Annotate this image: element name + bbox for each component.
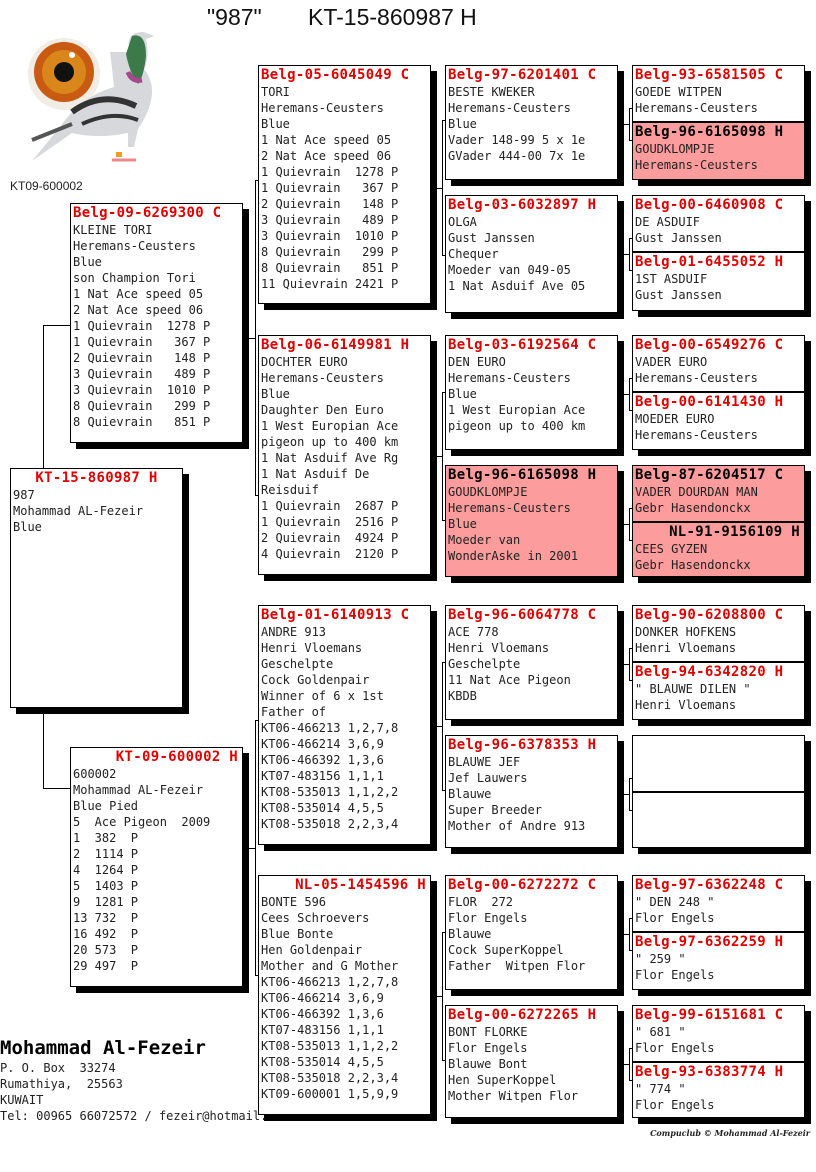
pedigree-card-ddd[interactable] — [445, 1005, 618, 1118]
card-info-line: BONTE 596 — [261, 895, 327, 909]
connector-line — [629, 238, 630, 270]
pedigree-card-dsdd[interactable] — [632, 792, 805, 848]
card-info-line: 8 Quievrain 299 P — [73, 399, 211, 413]
card-info-line: 1 Quievrain 1278 P — [73, 319, 211, 333]
ring-number: Belg-03-6032897 H — [448, 197, 597, 213]
owner-address-line: Rumathiya, 25563 — [0, 1077, 123, 1091]
ring-number: Belg-90-6208800 C — [635, 607, 784, 623]
card-info-line: Blue — [13, 520, 42, 534]
ring-number: Belg-96-6378353 H — [448, 737, 597, 753]
card-info-line: KT08-535013 1,1,2,2 — [261, 1039, 399, 1053]
card-info-line: Henri Vloemans — [448, 641, 550, 655]
card-info-line: Moeder van — [448, 533, 521, 547]
card-info-line: 8 Quievrain 851 P — [261, 261, 399, 275]
card-info-line: " 681 " — [635, 1025, 686, 1039]
card-info-line: 1 Nat Ace speed 05 — [261, 133, 392, 147]
card-info-line: DONKER HOFKENS — [635, 625, 737, 639]
card-info-line: KT07-483156 1,1,1 — [261, 1023, 384, 1037]
card-info-line: Gebr Hasendonckx — [635, 501, 751, 515]
pedigree-card-dd[interactable] — [258, 875, 431, 1115]
card-info-line: Hen Goldenpair — [261, 943, 363, 957]
card-info-line: Henri Vloemans — [261, 641, 363, 655]
connector-line — [442, 932, 443, 1060]
ring-number: Belg-97-6362248 C — [635, 877, 784, 893]
connector-line — [43, 325, 70, 326]
connector-line — [629, 1048, 630, 1080]
card-info-line: 2 Quievrain 4924 P — [261, 531, 399, 545]
connector-line — [618, 524, 629, 525]
card-info-line: Moeder van 049-05 — [448, 263, 571, 277]
card-info-line: Blue — [448, 117, 477, 131]
pedigree-card-ddsd[interactable] — [632, 932, 805, 990]
card-info-line: KBDB — [448, 689, 477, 703]
pedigree-card-dssd[interactable] — [632, 662, 805, 720]
pedigree-card-sdsd[interactable] — [632, 392, 805, 450]
ring-number: Belg-96-6165098 H — [635, 124, 784, 140]
card-info-line: Jef Lauwers — [448, 771, 528, 785]
card-info-line: KT08-535014 4,5,5 — [261, 801, 384, 815]
pedigree-card-sire[interactable] — [70, 203, 243, 443]
owner-address-line: KUWAIT — [0, 1093, 44, 1107]
card-info-line: Blue Bonte — [261, 927, 334, 941]
card-info-line: GVader 444-00 7x 1e — [448, 149, 586, 163]
owner-address-line: P. O. Box 33274 — [0, 1061, 116, 1075]
card-info-line: 1 382 P — [73, 831, 139, 845]
pedigree-card-ddds[interactable] — [632, 1005, 805, 1062]
pedigree-card-sdd[interactable] — [445, 465, 618, 577]
card-info-line: Vader 148-99 5 x 1e — [448, 133, 586, 147]
card-info-line: pigeon up to 400 km — [261, 435, 399, 449]
card-info-line: 3 Quievrain 489 P — [261, 213, 399, 227]
card-info-line: MOEDER EURO — [635, 412, 715, 426]
card-info-line: Cock Goldenpair — [261, 673, 370, 687]
connector-line — [618, 664, 629, 665]
card-info-line: 11 Nat Ace Pigeon — [448, 673, 571, 687]
card-info-line: 1 Nat Asduif Ave 05 — [448, 279, 586, 293]
card-info-line: 1ST ASDUIF — [635, 272, 708, 286]
card-info-line: Blue — [448, 517, 477, 531]
ring-number: Belg-01-6140913 C — [261, 607, 410, 623]
ring-number: Belg-00-6272272 C — [448, 877, 597, 893]
card-info-line: KT06-466392 1,3,6 — [261, 753, 384, 767]
card-info-line: Mohammad AL-Fezeir — [73, 783, 204, 797]
card-info-line: KT06-466214 3,6,9 — [261, 737, 384, 751]
pedigree-card-sddd[interactable] — [632, 522, 805, 577]
card-info-line: BONT FLORKE — [448, 1025, 528, 1039]
card-info-line: 2 Nat Ace speed 06 — [261, 149, 392, 163]
photo-caption: KT09-600002 — [10, 179, 83, 193]
card-info-line: Blue — [448, 387, 477, 401]
card-info-line: Blauwe — [448, 927, 492, 941]
ring-number: Belg-97-6362259 H — [635, 934, 784, 950]
pigeon-photo — [12, 12, 172, 172]
card-info-line: 1 Quievrain 367 P — [261, 181, 399, 195]
card-info-line: GOUDKLOMPJE — [448, 485, 528, 499]
card-info-line: " 774 " — [635, 1082, 686, 1096]
card-info-line: DOCHTER EURO — [261, 355, 348, 369]
ring-number: Belg-09-6269300 C — [73, 205, 222, 221]
pedigree-card-subject[interactable] — [10, 468, 183, 708]
card-info-line: Mother Witpen Flor — [448, 1089, 579, 1103]
card-info-line: Heremans-Ceusters — [635, 158, 758, 172]
card-info-line: Blauwe Bont — [448, 1057, 528, 1071]
ring-number: Belg-93-6383774 H — [635, 1064, 784, 1080]
connector-line — [618, 934, 629, 935]
card-info-line: 1 Nat Ace speed 05 — [73, 287, 204, 301]
card-info-line: 1 Quievrain 367 P — [73, 335, 211, 349]
card-info-line: GOEDE WITPEN — [635, 85, 722, 99]
card-info-line: Heremans-Ceusters — [448, 101, 571, 115]
card-info-line: VADER EURO — [635, 355, 708, 369]
connector-line — [243, 338, 255, 339]
card-info-line: 3 Quievrain 489 P — [73, 367, 211, 381]
connector-line — [431, 188, 442, 189]
card-info-line: KT08-535018 2,2,3,4 — [261, 1071, 399, 1085]
card-info-line: KT06-466213 1,2,7,8 — [261, 721, 399, 735]
pedigree-card-dam[interactable] — [70, 747, 243, 987]
card-info-line: Heremans-Ceusters — [73, 239, 196, 253]
card-info-line: 2 1114 P — [73, 847, 139, 861]
ring-number: Belg-05-6045049 C — [261, 67, 410, 83]
card-info-line: Heremans-Ceusters — [635, 371, 758, 385]
card-info-line: FLOR 272 — [448, 895, 514, 909]
owner-contact-line: Tel: 00965 66072572 / fezeir@hotmail. — [0, 1109, 268, 1123]
card-info-line: Blue — [261, 387, 290, 401]
card-info-line: Gebr Hasendonckx — [635, 558, 751, 572]
card-info-line: Mother and G Mother — [261, 959, 399, 973]
card-info-line: Hen SuperKoppel — [448, 1073, 557, 1087]
card-info-line: Cock SuperKoppel — [448, 943, 564, 957]
card-info-line: " DEN 248 " — [635, 895, 715, 909]
card-info-line: 2 Quievrain 148 P — [73, 351, 211, 365]
card-info-line: " 259 " — [635, 952, 686, 966]
connector-line — [618, 254, 629, 255]
card-info-line: Heremans-Ceusters — [635, 428, 758, 442]
card-info-line: 1 West Europian Ace — [261, 419, 399, 433]
pedigree-card-sdss[interactable] — [632, 335, 805, 392]
connector-line — [618, 394, 629, 395]
card-info-line: 16 492 P — [73, 927, 139, 941]
card-info-line: WonderAske in 2001 — [448, 549, 579, 563]
card-info-line: Blauwe — [448, 787, 492, 801]
card-info-line: 5 1403 P — [73, 879, 139, 893]
pedigree-card-sds[interactable] — [445, 335, 618, 450]
card-info-line: " BLAUWE DILEN " — [635, 682, 751, 696]
card-info-line: 20 573 P — [73, 943, 139, 957]
card-info-line: 1 Quievrain 1278 P — [261, 165, 399, 179]
connector-line — [629, 918, 630, 950]
card-info-line: Gust Janssen — [635, 231, 722, 245]
pedigree-card-dds[interactable] — [445, 875, 618, 990]
pigeon-name-title: "987" — [207, 4, 262, 30]
card-info-line: BESTE KWEKER — [448, 85, 535, 99]
card-info-line: Henri Vloemans — [635, 698, 737, 712]
card-info-line: Blue Pied — [73, 799, 139, 813]
ring-number: KT-09-600002 H — [115, 749, 238, 765]
card-info-line: Flor Engels — [635, 968, 715, 982]
card-info-line: 2 Quievrain 148 P — [261, 197, 399, 211]
card-info-line: KT08-535018 2,2,3,4 — [261, 817, 399, 831]
owner-block — [0, 1036, 267, 1124]
card-info-line: 8 Quievrain 299 P — [261, 245, 399, 259]
card-info-line: 8 Quievrain 851 P — [73, 415, 211, 429]
connector-line — [431, 726, 442, 727]
card-info-line: Father of — [261, 705, 327, 719]
connector-line — [629, 108, 630, 140]
card-info-line: 3 Quievrain 1010 P — [73, 383, 211, 397]
card-info-line: Blue — [73, 255, 102, 269]
connector-line — [618, 1064, 629, 1065]
ring-number: Belg-01-6455052 H — [635, 254, 784, 270]
card-info-line: 1 Quievrain 2687 P — [261, 499, 399, 513]
card-info-line: KT06-466213 1,2,7,8 — [261, 975, 399, 989]
ring-number: Belg-06-6149981 H — [261, 337, 410, 353]
card-info-line: KT09-600001 1,5,9,9 — [261, 1087, 399, 1101]
connector-line — [431, 996, 442, 997]
ring-number: Belg-87-6204517 C — [635, 467, 784, 483]
ring-number: Belg-96-6165098 H — [448, 467, 597, 483]
ring-number: Belg-00-6460908 C — [635, 197, 784, 213]
ring-number: Belg-03-6192564 C — [448, 337, 597, 353]
pigeon-eye-and-bird-image — [12, 12, 172, 172]
card-info-line: Mother of Andre 913 — [448, 819, 586, 833]
card-info-line: Mohammad AL-Fezeir — [13, 504, 144, 518]
card-info-line: 987 — [13, 488, 35, 502]
card-info-line: Flor Engels — [448, 911, 528, 925]
card-info-line: pigeon up to 400 km — [448, 419, 586, 433]
card-info-line: son Champion Tori — [73, 271, 196, 285]
card-info-line: ANDRE 913 — [261, 625, 327, 639]
card-info-line: 4 1264 P — [73, 863, 139, 877]
card-info-line: ACE 778 — [448, 625, 499, 639]
card-info-line: KLEINE TORI — [73, 223, 153, 237]
pedigree-card-sdds[interactable] — [632, 465, 805, 522]
pedigree-card-dsss[interactable] — [632, 605, 805, 662]
card-info-line: Heremans-Ceusters — [448, 371, 571, 385]
pedigree-card-ssdd[interactable] — [632, 252, 805, 311]
connector-line — [43, 788, 70, 789]
card-info-line: TORI — [261, 85, 290, 99]
card-info-line: VADER DOURDAN MAN — [635, 485, 758, 499]
ring-number: Belg-00-6549276 C — [635, 337, 784, 353]
ring-number: Belg-96-6064778 C — [448, 607, 597, 623]
card-info-line: DEN EURO — [448, 355, 506, 369]
ring-number: Belg-93-6581505 C — [635, 67, 784, 83]
card-info-line: Henri Vloemans — [635, 641, 737, 655]
pedigree-card-ssds[interactable] — [632, 195, 805, 252]
card-info-line: Daughter Den Euro — [261, 403, 384, 417]
ring-number: NL-91-9156109 H — [669, 524, 800, 540]
pedigree-card-ddss[interactable] — [632, 875, 805, 932]
card-info-line: CEES GYZEN — [635, 542, 708, 556]
connector-line — [431, 456, 442, 457]
card-info-line: 1 Nat Asduif Ave Rg — [261, 451, 399, 465]
connector-line — [618, 794, 629, 795]
card-info-line: Reisduif — [261, 483, 319, 497]
card-info-line: Gust Janssen — [635, 288, 722, 302]
ring-number: Belg-97-6201401 C — [448, 67, 597, 83]
card-info-line: Chequer — [448, 247, 499, 261]
ring-number: Belg-94-6342820 H — [635, 664, 784, 680]
connector-line — [442, 392, 443, 520]
card-info-line: 9 1281 P — [73, 895, 139, 909]
card-info-line: KT07-483156 1,1,1 — [261, 769, 384, 783]
card-info-line: GOUDKLOMPJE — [635, 142, 715, 156]
card-info-line: 1 Nat Asduif De — [261, 467, 370, 481]
pedigree-card-dss[interactable] — [445, 605, 618, 720]
card-info-line: Heremans-Ceusters — [448, 501, 571, 515]
card-info-line: KT06-466392 1,3,6 — [261, 1007, 384, 1021]
ring-number: Belg-00-6141430 H — [635, 394, 784, 410]
card-info-line: 1 Quievrain 2516 P — [261, 515, 399, 529]
connector-line — [629, 508, 630, 540]
pedigree-card-sd[interactable] — [258, 335, 431, 575]
card-info-line: Cees Schroevers — [261, 911, 370, 925]
card-info-line: Winner of 6 x 1st — [261, 689, 384, 703]
card-info-line: Flor Engels — [635, 911, 715, 925]
card-info-line: 600002 — [73, 767, 117, 781]
card-info-line: 3 Quievrain 1010 P — [261, 229, 399, 243]
card-info-line: 13 732 P — [73, 911, 139, 925]
connector-line — [442, 120, 443, 255]
pedigree-card-ssd[interactable] — [445, 195, 618, 313]
pedigree-card-ssss[interactable] — [632, 65, 805, 122]
card-info-line: DE ASDUIF — [635, 215, 701, 229]
connector-line — [618, 124, 629, 125]
card-info-line: 4 Quievrain 2120 P — [261, 547, 399, 561]
card-info-line: Geschelpte — [261, 657, 334, 671]
pedigree-card-ss[interactable] — [258, 65, 431, 304]
card-info-line: 2 Nat Ace speed 06 — [73, 303, 204, 317]
card-info-line: Blue — [261, 117, 290, 131]
card-info-line: Heremans-Ceusters — [635, 101, 758, 115]
owner-name: Mohammad Al-Fezeir — [0, 1037, 206, 1059]
connector-line — [255, 180, 256, 495]
card-info-line: Heremans-Ceusters — [261, 101, 384, 115]
connector-line — [629, 778, 630, 810]
card-info-line: 1 West Europian Ace — [448, 403, 586, 417]
card-info-line: Geschelpte — [448, 657, 521, 671]
credit-footer: Compuclub © Mohammad Al-Fezeir — [650, 1128, 810, 1138]
pedigree-card-sssd[interactable] — [632, 122, 805, 180]
card-info-line: Heremans-Ceusters — [261, 371, 384, 385]
card-info-line: KT08-535014 4,5,5 — [261, 1055, 384, 1069]
ring-number: NL-05-1454596 H — [295, 877, 426, 893]
card-info-line: Super Breeder — [448, 803, 542, 817]
ring-number: Belg-99-6151681 C — [635, 1007, 784, 1023]
pigeon-ring-title: KT-15-860987 H — [308, 4, 477, 30]
card-info-line: Flor Engels — [635, 1041, 715, 1055]
connector-line — [255, 720, 256, 975]
pedigree-card-dsd[interactable] — [445, 735, 618, 848]
connector-line — [442, 662, 443, 790]
card-info-line: OLGA — [448, 215, 477, 229]
card-info-line: 11 Quievrain 2421 P — [261, 277, 399, 291]
card-info-line: Flor Engels — [635, 1098, 715, 1112]
pedigree-card-sss[interactable] — [445, 65, 618, 180]
card-info-line: Father Witpen Flor — [448, 959, 586, 973]
card-info-line: KT06-466214 3,6,9 — [261, 991, 384, 1005]
card-info-line: Flor Engels — [448, 1041, 528, 1055]
pedigree-card-ds[interactable] — [258, 605, 431, 845]
card-info-line: 29 497 P — [73, 959, 139, 973]
pedigree-card-dddd[interactable] — [632, 1062, 805, 1118]
card-info-line: BLAUWE JEF — [448, 755, 521, 769]
connector-line — [243, 848, 255, 849]
ring-number: KT-15-860987 H — [35, 470, 158, 486]
card-info-line: KT08-535013 1,1,2,2 — [261, 785, 399, 799]
card-info-line: Gust Janssen — [448, 231, 535, 245]
ring-number: Belg-00-6272265 H — [448, 1007, 597, 1023]
card-info-line: 5 Ace Pigeon 2009 — [73, 815, 211, 829]
connector-line — [629, 378, 630, 410]
connector-line — [629, 648, 630, 680]
pedigree-card-dsds[interactable] — [632, 735, 805, 792]
